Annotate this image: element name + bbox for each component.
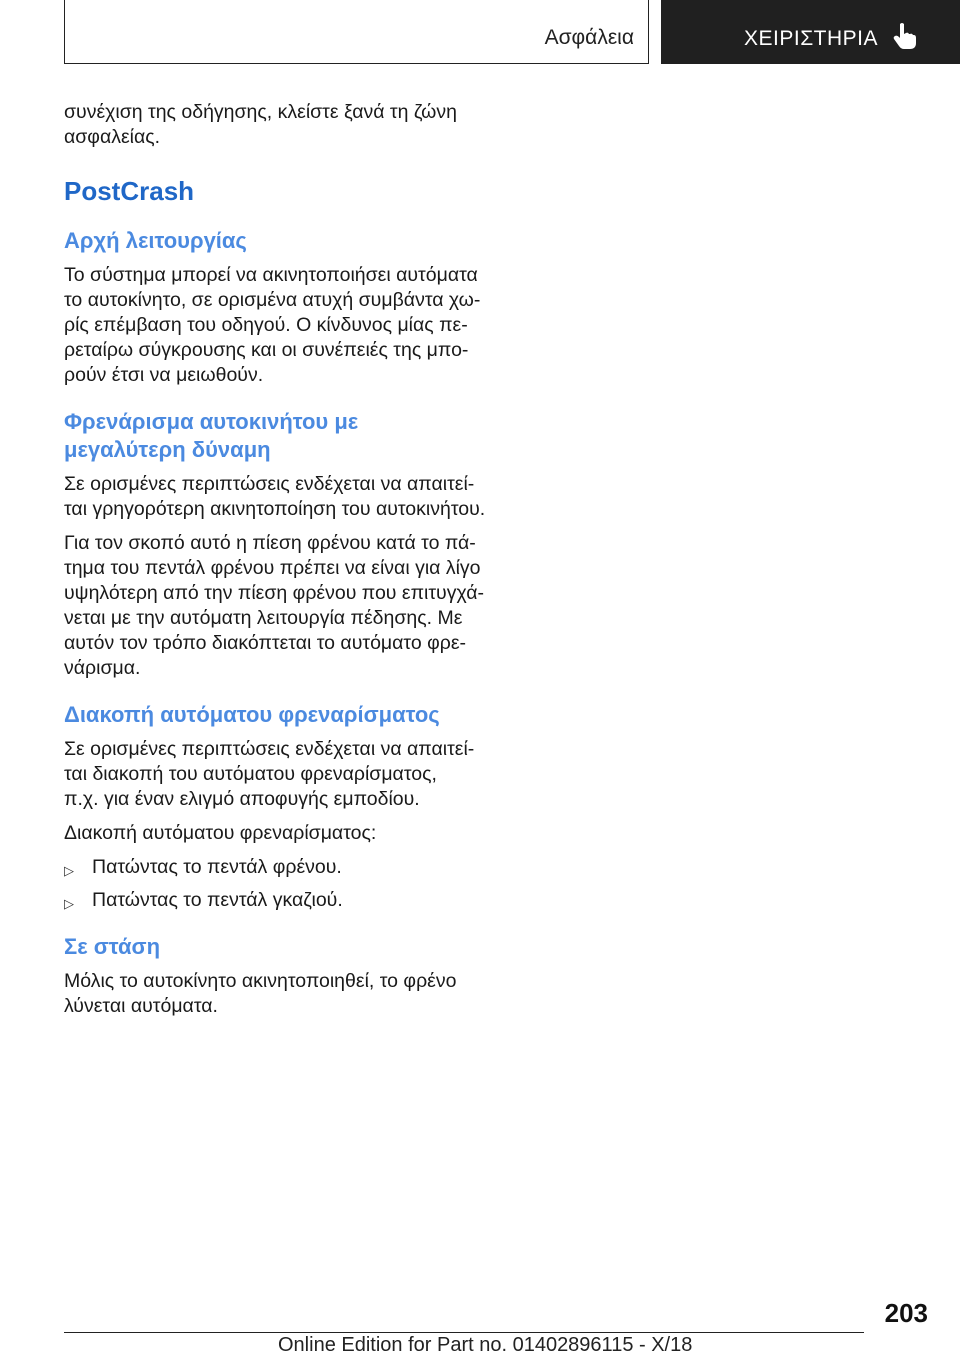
text-line: το αυτοκίνητο, σε ορισμένα ατυχή συμβάντα χω- bbox=[64, 289, 481, 311]
heading-principle: Αρχή λειτουργίας bbox=[64, 228, 247, 253]
heading-standstill: Σε στάση bbox=[64, 934, 161, 959]
heading-interrupt-braking: Διακοπή αυτόματου φρεναρίσματος bbox=[64, 702, 440, 727]
heading-stronger-braking bbox=[64, 408, 484, 464]
header-section-title: Ασφάλεια bbox=[544, 26, 634, 49]
text-line: Σε ορισμένες περιπτώσεις ενδέχεται να απαιτεί- bbox=[64, 473, 475, 495]
bullet-item bbox=[64, 888, 484, 913]
page-content bbox=[64, 100, 484, 1028]
text-line: αυτόν τον τρόπο διακόπτεται το αυτόματο φρε- bbox=[64, 632, 467, 654]
text-line: ρεταίρω σύγκρουσης και οι συνέπειές της μπο- bbox=[64, 339, 469, 361]
bullet-triangle-icon: ▷ bbox=[64, 863, 74, 878]
bullet-text: Πατώντας το πεντάλ γκαζιού. bbox=[92, 889, 343, 911]
header-manual-title: ΧΕΙΡΙΣΤΗΡΙΑ bbox=[744, 27, 879, 50]
text-line: ται διακοπή του αυτόματου φρεναρίσματος, bbox=[64, 763, 437, 785]
principle-paragraph bbox=[64, 263, 484, 388]
text-line: νάρισμα. bbox=[64, 657, 141, 679]
text-line: Σε ορισμένες περιπτώσεις ενδέχεται να απαιτεί- bbox=[64, 738, 475, 760]
footer-divider bbox=[64, 1332, 864, 1333]
intro-line: ασφαλείας. bbox=[64, 126, 161, 148]
bullet-triangle-icon: ▷ bbox=[64, 896, 74, 911]
text-line: π.χ. για έναν ελιγμό αποφυγής εμποδίου. bbox=[64, 788, 420, 810]
bullet-item bbox=[64, 855, 484, 880]
text-line: Το σύστημα μπορεί να ακινητοποιήσει αυτόματα bbox=[64, 264, 478, 286]
text-line: τημα του πεντάλ φρένου πρέπει να είναι για λίγο bbox=[64, 557, 481, 579]
hand-pointer-icon bbox=[892, 22, 918, 50]
section-title: PostCrash bbox=[64, 176, 195, 206]
interrupt-braking-paragraph-1 bbox=[64, 737, 484, 812]
text-line: ρίς επέμβαση του οδηγού. Ο κίνδυνος μίας πε- bbox=[64, 314, 468, 336]
stronger-braking-paragraph-1 bbox=[64, 472, 484, 522]
text-line: υψηλότερη από την πίεση φρένου που επιτυγχά- bbox=[64, 582, 484, 604]
intro-paragraph bbox=[64, 100, 484, 150]
text-line: ρούν έτσι να μειωθούν. bbox=[64, 364, 264, 386]
footer-edition: Online Edition for Part no. 01402896115 - X/18 bbox=[278, 1334, 693, 1356]
text-line: λύνεται αυτόματα. bbox=[64, 995, 218, 1017]
bullet-text: Πατώντας το πεντάλ φρένου. bbox=[92, 856, 342, 878]
text-line: Μόλις το αυτοκίνητο ακινητοποιηθεί, το φρένο bbox=[64, 970, 457, 992]
text-line: νεται με την αυτόματη λειτουργία πέδησης. Με bbox=[64, 607, 463, 629]
page-number: 203 bbox=[884, 1298, 928, 1328]
text-line: Για τον σκοπό αυτό η πίεση φρένου κατά το πά- bbox=[64, 532, 476, 554]
stronger-braking-paragraph-2 bbox=[64, 531, 484, 681]
header-manual-tab bbox=[661, 0, 960, 64]
header-section-box bbox=[64, 0, 649, 64]
standstill-paragraph bbox=[64, 969, 484, 1019]
intro-line: συνέχιση της οδήγησης, κλείστε ξανά τη ζώνη bbox=[64, 101, 457, 123]
heading-line: Φρενάρισμα αυτοκινήτου με bbox=[64, 409, 359, 434]
interrupt-braking-paragraph-2: Διακοπή αυτόματου φρεναρίσματος: bbox=[64, 822, 377, 844]
heading-line: μεγαλύτερη δύναμη bbox=[64, 437, 271, 462]
text-line: ται γρηγορότερη ακινητοποίηση του αυτοκινήτου. bbox=[64, 498, 486, 520]
